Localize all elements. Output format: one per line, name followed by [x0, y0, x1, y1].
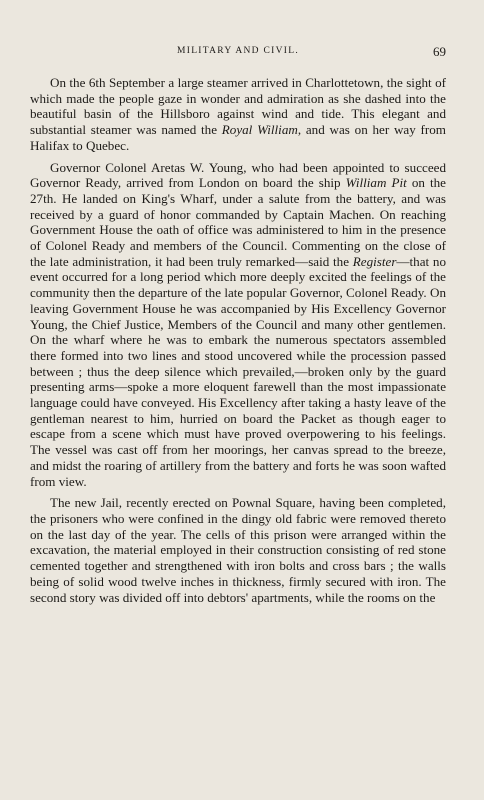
body-text	[30, 75, 446, 605]
paragraph-segment: The new Jail, recently erected on Pownal Square, having been completed, the prisoners who were confined in the dingy old fabric were removed thereto on the last day of the year. The cells of this prison were arranged within the excavation, the material employed in their construction consisting of red stone cemented together and strengthened with iron bolts and cross bars ; the walls being of solid wood twelve inches in thickness, firmly secured with iron. The second story was divided off into debtors' apartments, while the rooms on the	[30, 495, 446, 605]
paragraph-segment: on the 27th. He landed on King's Wharf, under a salute from the battery, and was received by a guard of honor commanded by Captain Machen. On reaching Government House the oath of office was administered to him in the presence of Colonel Ready and members of the Council. Commenting on the close of the late administration, it had been truly remarked—said the	[30, 175, 446, 269]
paragraph-new-jail	[30, 495, 446, 605]
paragraph-segment: Governor Colonel Aretas W. Young, who had been appointed to succeed Governor Ready, arrived from London on board the ship	[30, 159, 446, 191]
page-number: 69	[433, 44, 446, 59]
ship-name-william-pit: William Pit	[345, 175, 407, 191]
ship-name-royal-william: Royal William	[221, 122, 298, 138]
newspaper-name-register: Register	[352, 253, 397, 269]
paragraph-steamer	[30, 75, 446, 154]
paragraph-segment: —that no event occurred for a long period which more deeply excited the feelings of the community then the departure of the late popular Governor, Colonel Ready. On leaving Government House he was accompanied by His Excellency Governor Young, the Chief Justice, Members of the Council and many other gentlemen. On the wharf where he was to embark the numerous spectators assembled there formed into two lines and stood uncovered while the procession passed between ; thus the deep silence which prevailed,—broken only by the guard presenting arms—spoke a more eloquent farewell than the most impassionate language could have conveyed. His Excellency after taking a hasty leave of the gentleman nearest to him, hurried on board the Packet as though eager to escape from a scene which must have proved overpowering to his feelings. The vessel was cast off from her moorings, her canvas spread to the breeze, and midst the roaring of artillery from the battery and forts he was soon wafted from view.	[30, 253, 446, 489]
paragraph-segment: On the 6th September a large steamer arrived in Charlottetown, the sight of which made the people gaze in wonder and admiration as she dashed into the beautiful basin of the Hillsboro against wind and tide. This elegant and substantial steamer was named the	[30, 75, 446, 138]
paragraph-governor-young	[30, 160, 446, 490]
paragraph-segment: , and was on her way from Halifax to Quebec.	[30, 122, 446, 153]
running-head	[30, 44, 446, 66]
running-title: MILITARY AND CIVIL.	[176, 46, 299, 56]
